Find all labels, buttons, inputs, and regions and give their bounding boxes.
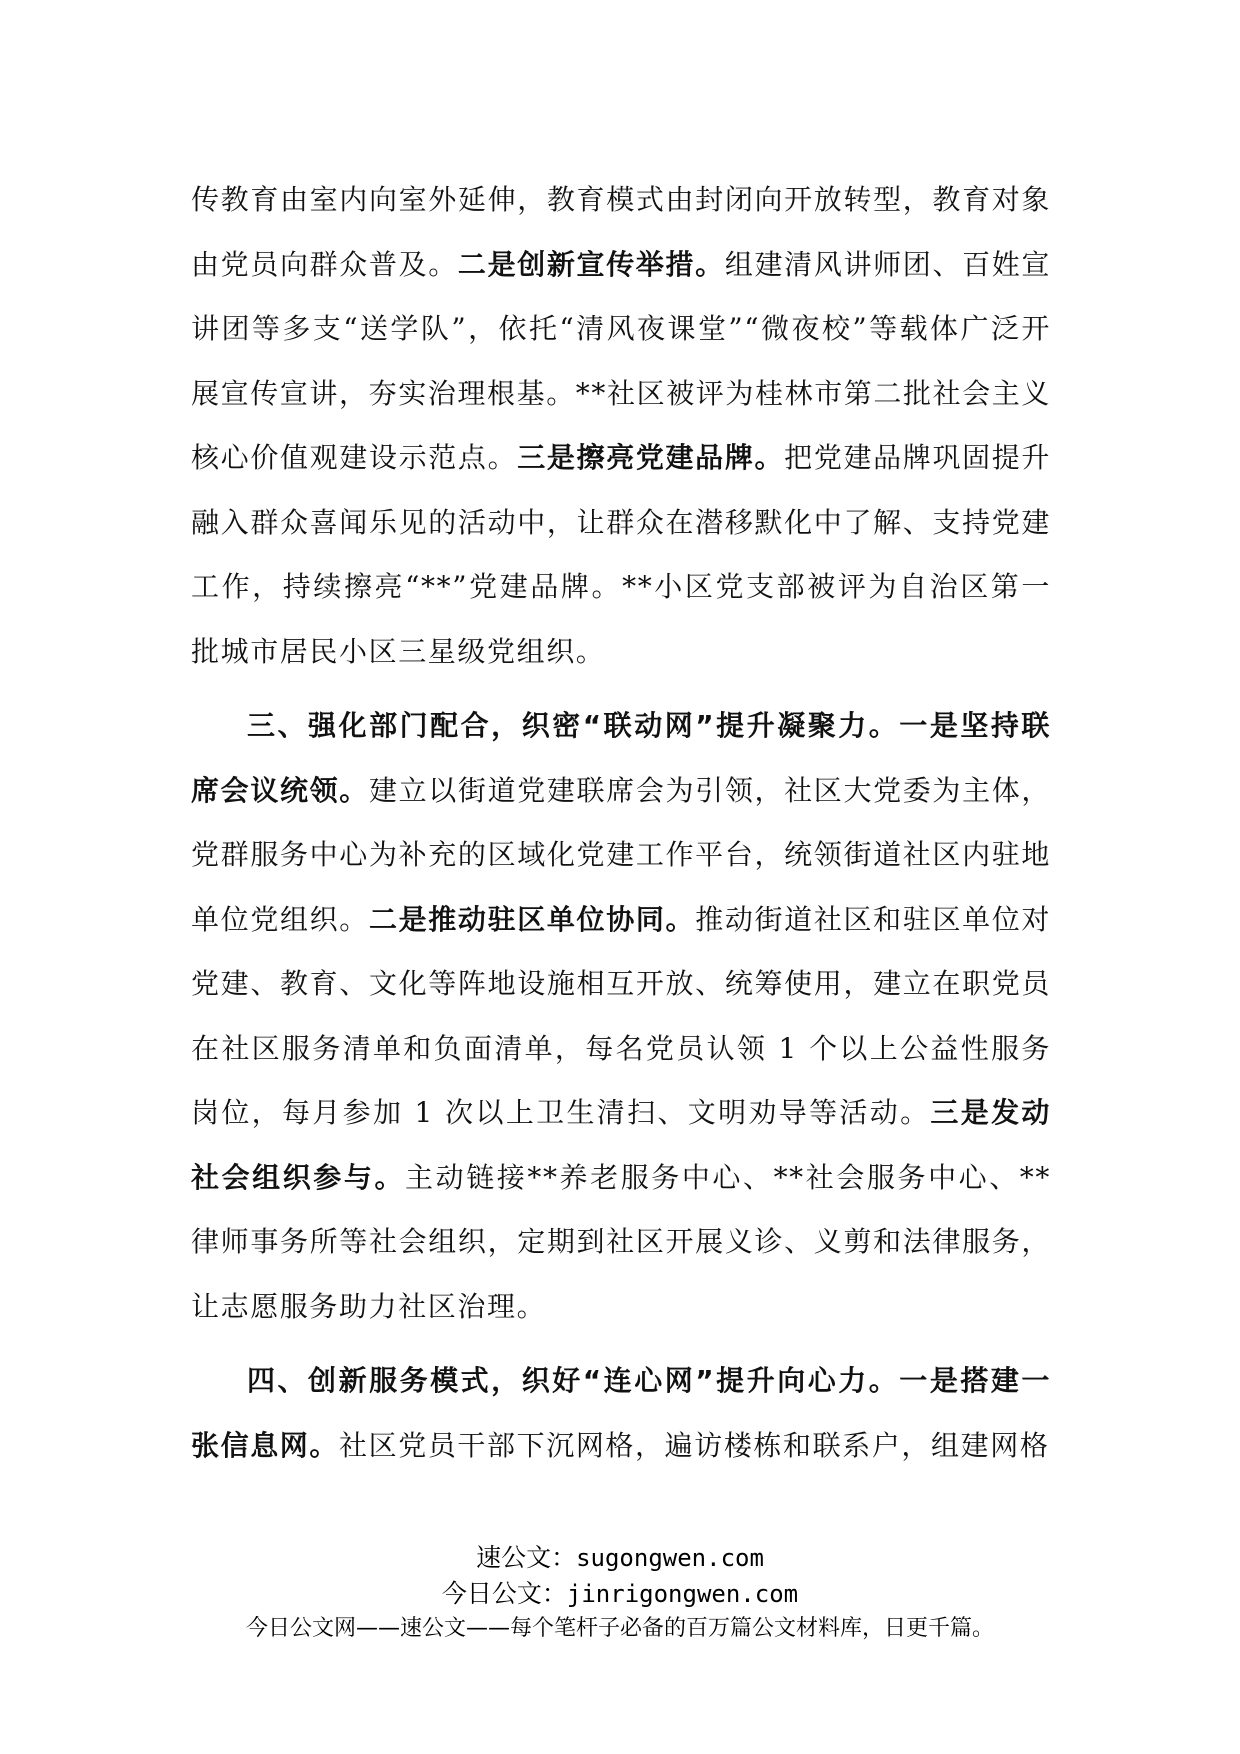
paragraph-text: 社区党员干部下沉网格，遍访楼栋和联系户，组建网格 xyxy=(339,1428,1050,1462)
footer-label: 今日公文： xyxy=(441,1579,567,1608)
section-heading-three: 三、强化部门配合，织密“联动网”提升凝聚力。一是坚持联席会议统领。 xyxy=(191,709,1051,807)
paragraph-text: 建立以街道党建联席会为引领，社区大党委为主体，党群服务中心为补充的区域化党建工作平台，统领街道社区内驻地单位党组织。 xyxy=(191,773,1051,936)
paragraph-text: 主动链接**养老服务中心、**社会服务中心、**律师事务所等社会组织，定期到社区开展义诊、义剪和法律服务，让志愿服务助力社区治理。 xyxy=(191,1160,1051,1323)
footer-line-sugongwen xyxy=(0,1540,1240,1576)
page-footer xyxy=(0,1540,1240,1646)
paragraph-section-three xyxy=(191,694,1051,1339)
footer-line-jinrigongwen xyxy=(0,1576,1240,1612)
paragraph-section-four xyxy=(191,1349,1051,1478)
subheading-unit-coordination: 二是推动驻区单位协同。 xyxy=(368,902,696,936)
subheading-social-participation: 三是发动社会组织参与。 xyxy=(191,1096,1052,1194)
footer-link-sugongwen[interactable]: sugongwen.com xyxy=(576,1544,764,1572)
paragraph-continuation xyxy=(191,168,1051,684)
footer-link-jinrigongwen[interactable]: jinrigongwen.com xyxy=(566,1580,799,1608)
paragraph-text: 组建清风讲师团、百姓宣讲团等多支“送学队”，依托“清风夜课堂”“微夜校”等载体广泛开展宣传宣讲，夯实治理根基。**社区被评为桂林市第二批社会主义核心价值观建设示范点。 xyxy=(191,247,1052,474)
footer-label: 速公文： xyxy=(476,1543,577,1572)
subheading-innovate-publicity: 二是创新宣传举措。 xyxy=(457,247,725,281)
paragraph-text: 推动街道社区和驻区单位对党建、教育、文化等阵地设施相互开放、统筹使用，建立在职党员在社区服务清单和负面清单，每名党员认领 1 个以上公益性服务岗位，每月参加 1 次以上卫生清扫、文明劝导等活动。 xyxy=(191,902,1052,1129)
subheading-party-brand: 三是擦亮党建品牌。 xyxy=(517,441,785,474)
document-body xyxy=(191,168,1051,1478)
paragraph-text: 传教育由室内向室外延伸，教育模式由封闭向开放转型，教育对象由党员向群众普及。 xyxy=(191,183,1051,281)
paragraph-text: 把党建品牌巩固提升融入群众喜闻乐见的活动中，让群众在潜移默化中了解、支持党建工作，持续擦亮“**”党建品牌。**小区党支部被评为自治区第一批城市居民小区三星级党组织。 xyxy=(191,441,1052,668)
footer-tagline: 今日公文网——速公文——每个笔杆子必备的百万篇公文材料库，日更千篇。 xyxy=(245,1616,994,1641)
section-heading-four: 四、创新服务模式，织好“连心网”提升向心力。一是搭建一张信息网。 xyxy=(191,1364,1051,1462)
